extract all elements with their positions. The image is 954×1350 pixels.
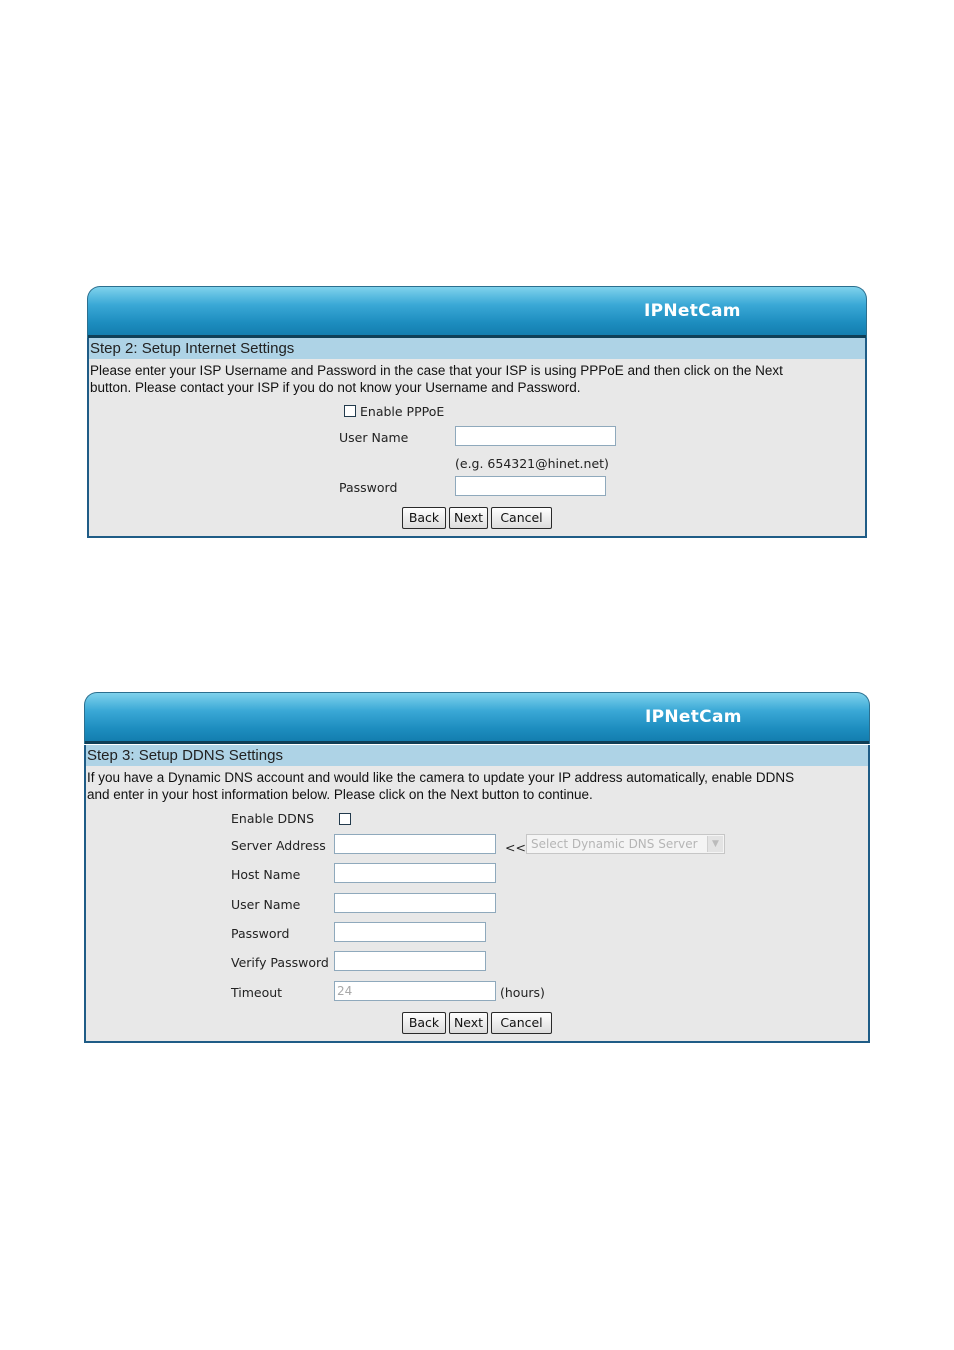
ddns-password-input[interactable] [334, 922, 486, 942]
ddns-username-input[interactable] [334, 893, 496, 913]
server-address-label: Server Address [231, 838, 326, 853]
brand-logo: IPNetCam [644, 301, 741, 321]
timeout-unit: (hours) [500, 985, 545, 1000]
step2-title: Step 2: Setup Internet Settings [89, 338, 865, 359]
pppoe-password-label: Password [339, 480, 398, 495]
step3-description-line2: and enter in your host information below. Please click on the Next button to continue. [87, 787, 593, 802]
cancel-button[interactable]: Cancel [491, 1012, 552, 1034]
step2-header [87, 286, 867, 338]
next-button[interactable]: Next [449, 507, 488, 529]
timeout-input[interactable]: 24 [334, 981, 496, 1001]
verify-password-input[interactable] [334, 951, 486, 971]
timeout-label: Timeout [231, 985, 283, 1000]
pppoe-username-label: User Name [339, 430, 409, 445]
step2-description-line1: Please enter your ISP Username and Password in the case that your ISP is using PPPoE and then click on the Next [90, 363, 783, 378]
pppoe-username-hint: (e.g. 654321@hinet.net) [455, 456, 609, 471]
host-name-label: Host Name [231, 867, 301, 882]
step3-description-line1: If you have a Dynamic DNS account and would like the camera to update your IP address automatically, enable DDNS [87, 770, 795, 785]
step3-title: Step 3: Setup DDNS Settings [86, 745, 868, 766]
pppoe-password-input[interactable] [455, 476, 606, 496]
server-arrows: << [505, 840, 526, 855]
step2-panel [87, 286, 867, 538]
enable-ddns-checkbox[interactable] [339, 813, 351, 825]
step3-body [84, 745, 870, 1043]
verify-password-label: Verify Password [231, 955, 329, 970]
pppoe-username-input[interactable] [455, 426, 616, 446]
ddns-password-label: Password [231, 926, 290, 941]
enable-pppoe-checkbox[interactable] [344, 405, 356, 417]
step2-body [87, 338, 867, 538]
step3-header [84, 692, 870, 744]
step3-panel [84, 692, 870, 1043]
back-button[interactable]: Back [402, 1012, 446, 1034]
ddns-server-select[interactable] [526, 834, 725, 854]
chevron-down-icon: ▼ [707, 836, 723, 852]
enable-ddns-label: Enable DDNS [231, 811, 315, 826]
enable-pppoe-label: Enable PPPoE [360, 404, 445, 419]
ddns-username-label: User Name [231, 897, 301, 912]
ddns-server-select-value: Select Dynamic DNS Server [531, 837, 698, 851]
next-button[interactable]: Next [449, 1012, 488, 1034]
back-button[interactable]: Back [402, 507, 446, 529]
step2-description-line2: button. Please contact your ISP if you do not know your Username and Password. [90, 380, 581, 395]
brand-logo: IPNetCam [645, 707, 742, 727]
host-name-input[interactable] [334, 863, 496, 883]
server-address-input[interactable] [334, 834, 496, 854]
cancel-button[interactable]: Cancel [491, 507, 552, 529]
